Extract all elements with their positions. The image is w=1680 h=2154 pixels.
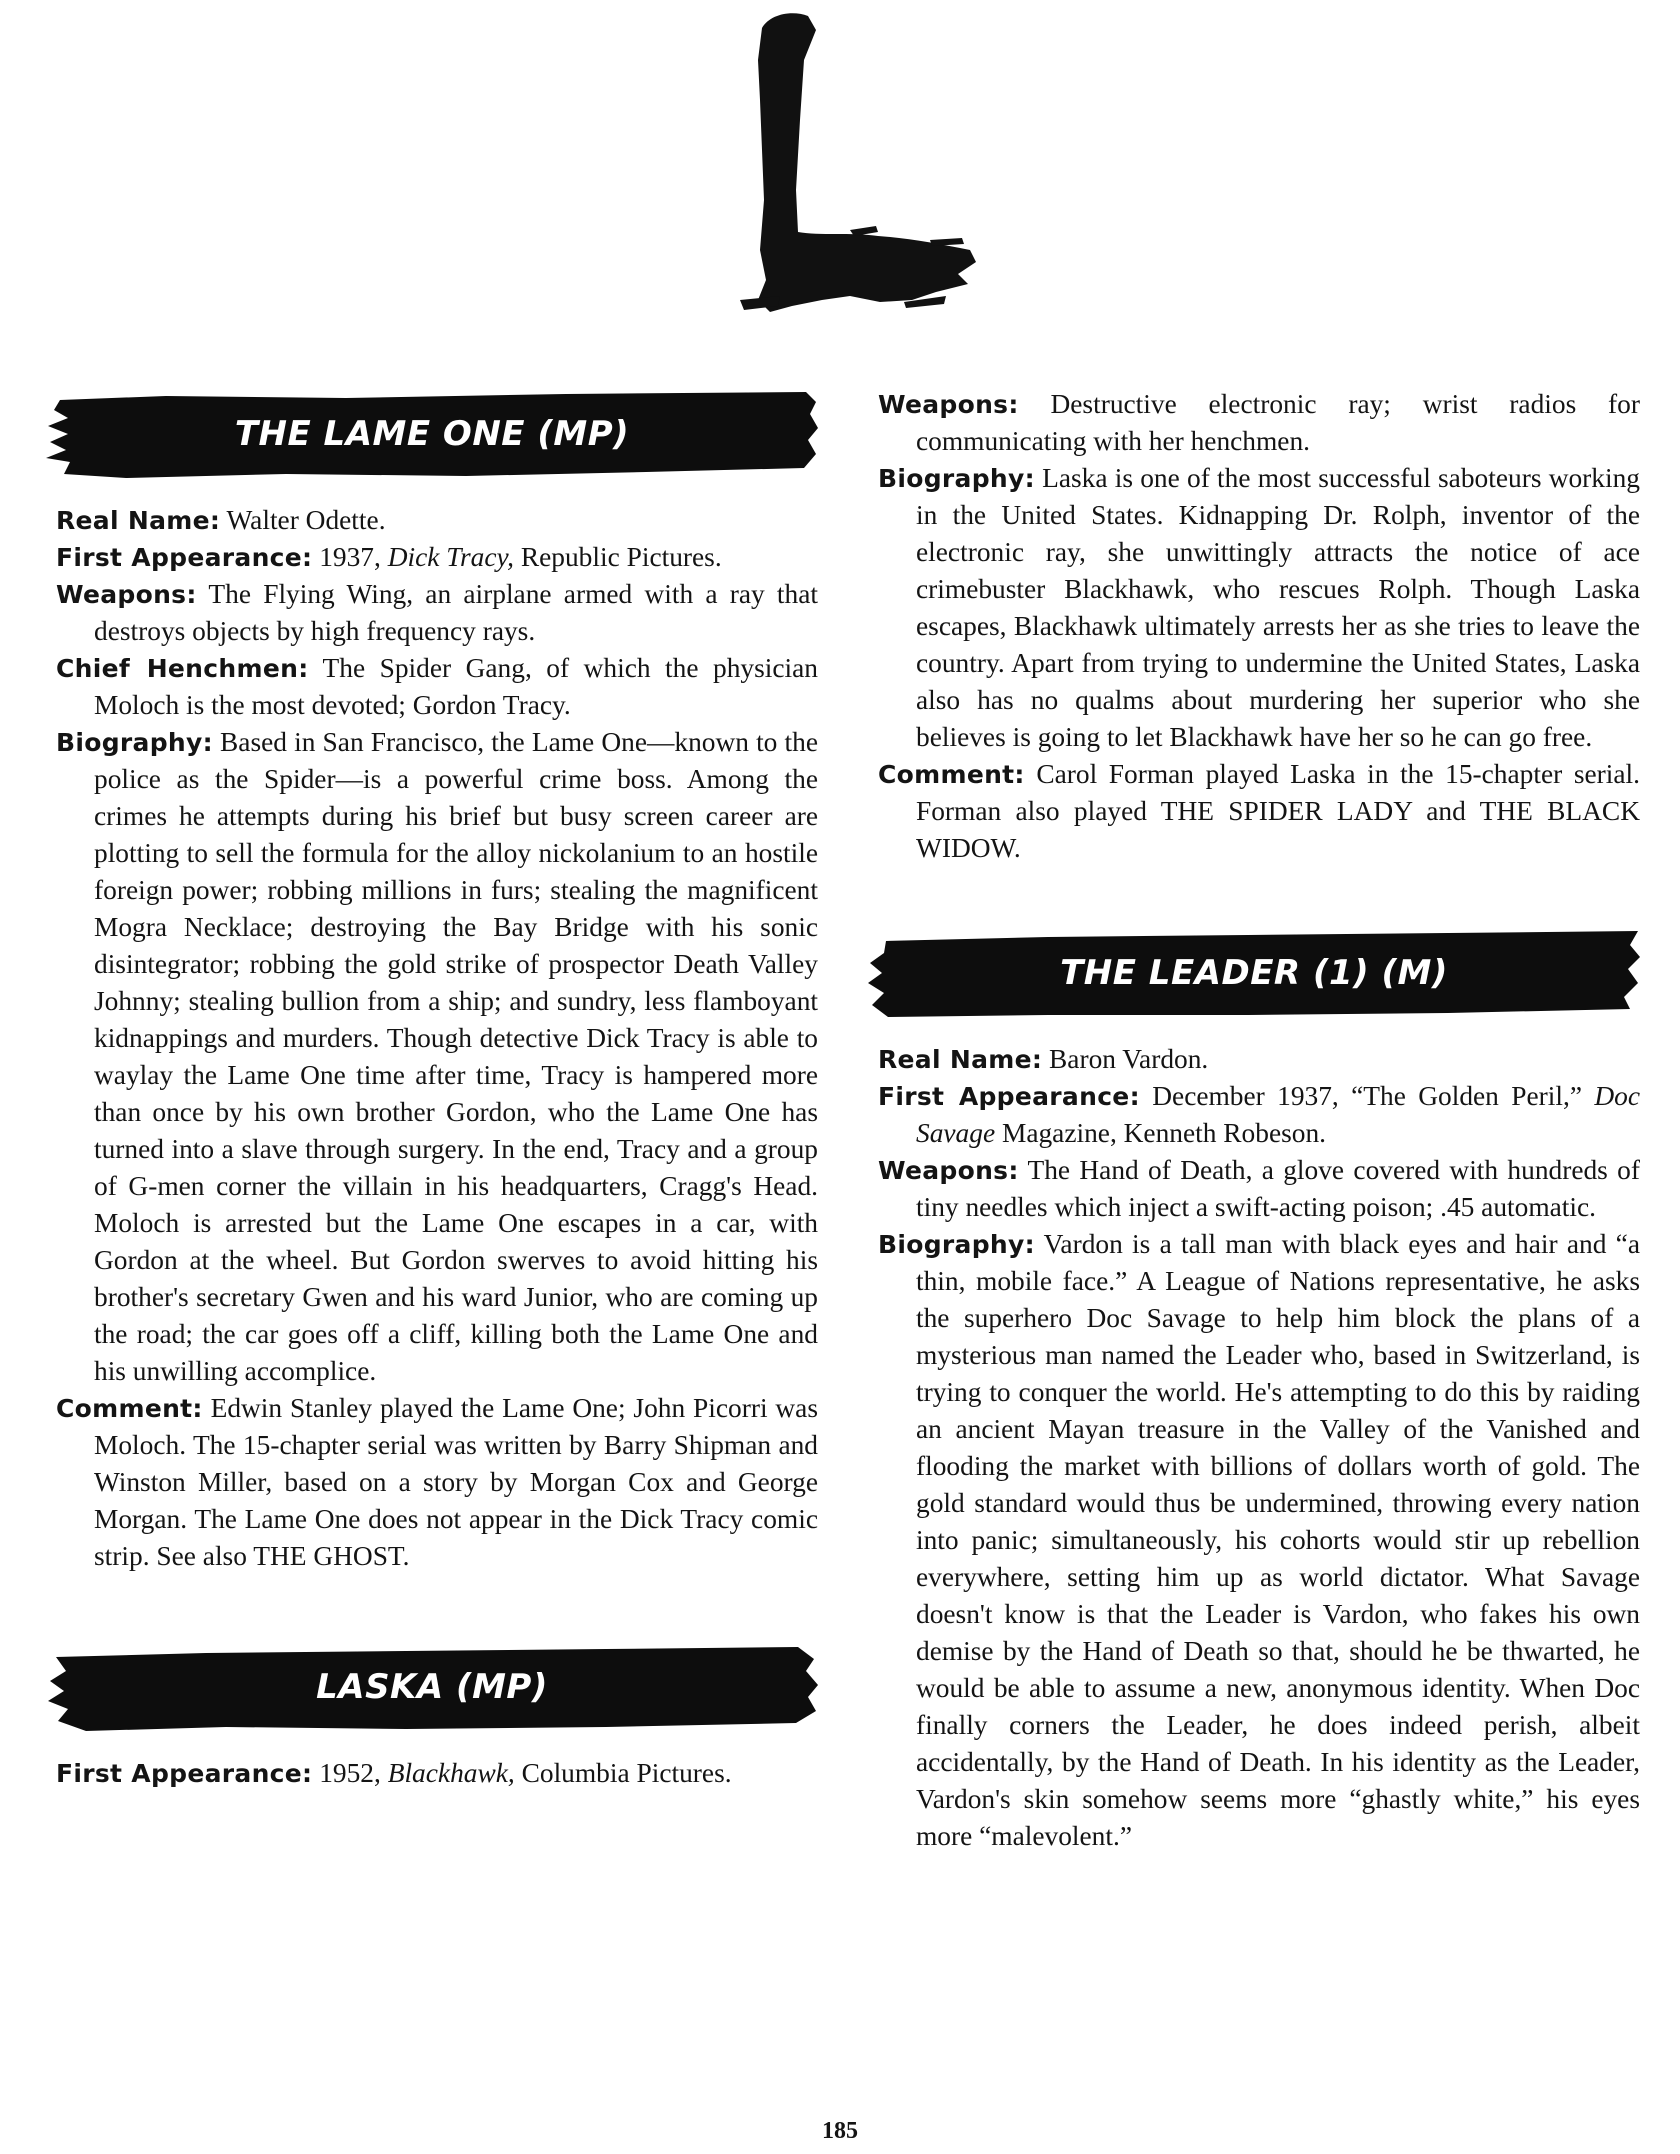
field-value-year: 1937, — [319, 542, 381, 572]
field-value: Baron Vardon. — [1049, 1044, 1209, 1074]
entry-real-name — [878, 1041, 1640, 1078]
field-value: Edwin Stanley played the Lame One; John Picorri was Moloch. The 15-chapter serial was written by Barry Shipman and Winston Miller, based on a story by Morgan Cox and George Morgan. The Lame One does not appear in the Dick Tracy comic strip. See also THE GHOST. — [94, 1393, 818, 1571]
field-label: Comment: — [878, 760, 1025, 789]
section-banner-leader — [868, 927, 1640, 1019]
entry-weapons — [56, 576, 818, 650]
field-label: Biography: — [56, 728, 213, 757]
field-value-year: 1952, — [319, 1758, 381, 1788]
field-value-title: Dick Tracy, — [387, 542, 514, 572]
field-label: Chief Henchmen: — [56, 654, 309, 683]
chapter-letter-glyph — [700, 0, 1000, 320]
field-value: Vardon is a tall man with black eyes and hair and “a thin, mobile face.” A League of Nations representative, he asks the superhero Doc Savage to help him block the plans of a mysterious man named the Leader who, based in Switzerland, is trying to conquer the world. He's attempting to do this by raiding an ancient Mayan treasure in the Valley of the Vanished and flooding the market with billions of dollars worth of gold. The gold standard would thus be undermined, throwing every nation into panic; simultaneously, his cohorts would stir up rebellion everywhere, setting him up as world dictator. What Savage doesn't know is that the Leader is Vardon, who fakes his own demise by the Hand of Death so that, should he be thwarted, he would be able to assume a new, anonymous identity. When Doc finally corners the Leader, he does indeed perish, albeit accidentally, by the Hand of Death. In his identity as the Leader, Vardon's skin somehow seems more “ghastly white,” his eyes more “malevolent.” — [916, 1229, 1640, 1851]
entry-first-appearance — [878, 1078, 1640, 1152]
field-value-pre: December 1937, “The Golden Peril,” — [1152, 1081, 1582, 1111]
entry-weapons — [878, 1152, 1640, 1226]
entry-comment — [878, 756, 1640, 867]
entry-first-appearance — [56, 539, 818, 576]
field-value: The Hand of Death, a glove covered with hundreds of tiny needles which inject a swift-acting poison; .45 automatic. — [916, 1155, 1640, 1222]
field-value-rest: Magazine, Kenneth Robeson. — [1001, 1118, 1327, 1148]
field-label: Weapons: — [56, 580, 197, 609]
field-label: Real Name: — [878, 1045, 1043, 1074]
section-title: THE LEADER (1) (M) — [1060, 953, 1448, 993]
field-label: Weapons: — [878, 1156, 1019, 1185]
field-value-rest: Columbia Pictures. — [521, 1758, 732, 1788]
right-column — [878, 386, 1640, 1855]
field-label: First Appearance: — [56, 1759, 313, 1788]
entry-first-appearance — [56, 1755, 818, 1792]
field-label: Biography: — [878, 464, 1035, 493]
field-value: Laska is one of the most successful saboteurs working in the United States. Kidnapping Dr. Rolph, inventor of the electronic ray, she unwittingly attracts the notice of ace crimebuster Blackhawk, who rescues Rolph. Though Laska escapes, Blackhawk ultimately arrests her as she tries to leave the country. Apart from trying to undermine the United States, Laska also has no qualms about murdering her superior who she believes is going to let Blackhawk have her so he can go free. — [916, 463, 1640, 752]
entry-biography — [878, 1226, 1640, 1855]
field-label: Biography: — [878, 1230, 1035, 1259]
entry-real-name — [56, 502, 818, 539]
field-value: The Spider Gang, of which the physician Moloch is the most devoted; Gordon Tracy. — [94, 653, 818, 720]
left-column — [56, 388, 818, 1792]
field-label: Weapons: — [878, 390, 1019, 419]
section-banner-laska — [46, 1641, 818, 1733]
field-value: The Flying Wing, an airplane armed with a ray that destroys objects by high frequency rays. — [94, 579, 818, 646]
chapter-letter — [700, 0, 1000, 320]
field-value-title: Blackhawk, — [387, 1758, 515, 1788]
entry-biography — [878, 460, 1640, 756]
page-number: 185 — [822, 2118, 858, 2144]
entry-comment — [56, 1390, 818, 1575]
section-banner-lame-one — [46, 388, 818, 480]
field-value-title: Doc Savage — [916, 1081, 1640, 1148]
field-label: First Appearance: — [56, 543, 313, 572]
field-label: First Appearance: — [878, 1082, 1140, 1111]
field-value: Destructive electronic ray; wrist radios for communicating with her henchmen. — [916, 389, 1640, 456]
field-value-rest: Republic Pictures. — [520, 542, 722, 572]
section-title: LASKA (MP) — [316, 1667, 548, 1707]
entry-weapons — [878, 386, 1640, 460]
entry-chief-henchmen — [56, 650, 818, 724]
field-label: Real Name: — [56, 506, 221, 535]
field-value: Carol Forman played Laska in the 15-chapter serial. Forman also played THE SPIDER LADY and THE BLACK WIDOW. — [916, 759, 1640, 863]
section-title: THE LAME ONE (MP) — [234, 414, 630, 454]
entry-biography — [56, 724, 818, 1390]
field-value: Based in San Francisco, the Lame One—known to the police as the Spider—is a powerful crime boss. Among the crimes he attempts during his brief but busy screen career are plotting to sell the formula for the alloy nickolanium to an hostile foreign power; robbing millions in furs; stealing the magnificent Mogra Necklace; destroying the Bay Bridge with his sonic disintegrator; robbing the gold strike of prospector Death Valley Johnny; stealing bullion from a ship; and sundry, less flamboyant kidnappings and murders. Though detective Dick Tracy is able to waylay the Lame One time after time, Tracy is hampered more than once by his own brother Gordon, who the Lame One has turned into a slave through surgery. In the end, Tracy and a group of G-men corner the villain in his headquarters, Cragg's Head. Moloch is arrested but the Lame One escapes in a car, with Gordon at the wheel. But Gordon swerves to avoid hitting his brother's secretary Gwen and his ward Junior, who are coming up the road; the car goes off a cliff, killing both the Lame One and his unwilling accomplice. — [94, 727, 818, 1386]
field-value: Walter Odette. — [226, 505, 386, 535]
field-label: Comment: — [56, 1394, 203, 1423]
